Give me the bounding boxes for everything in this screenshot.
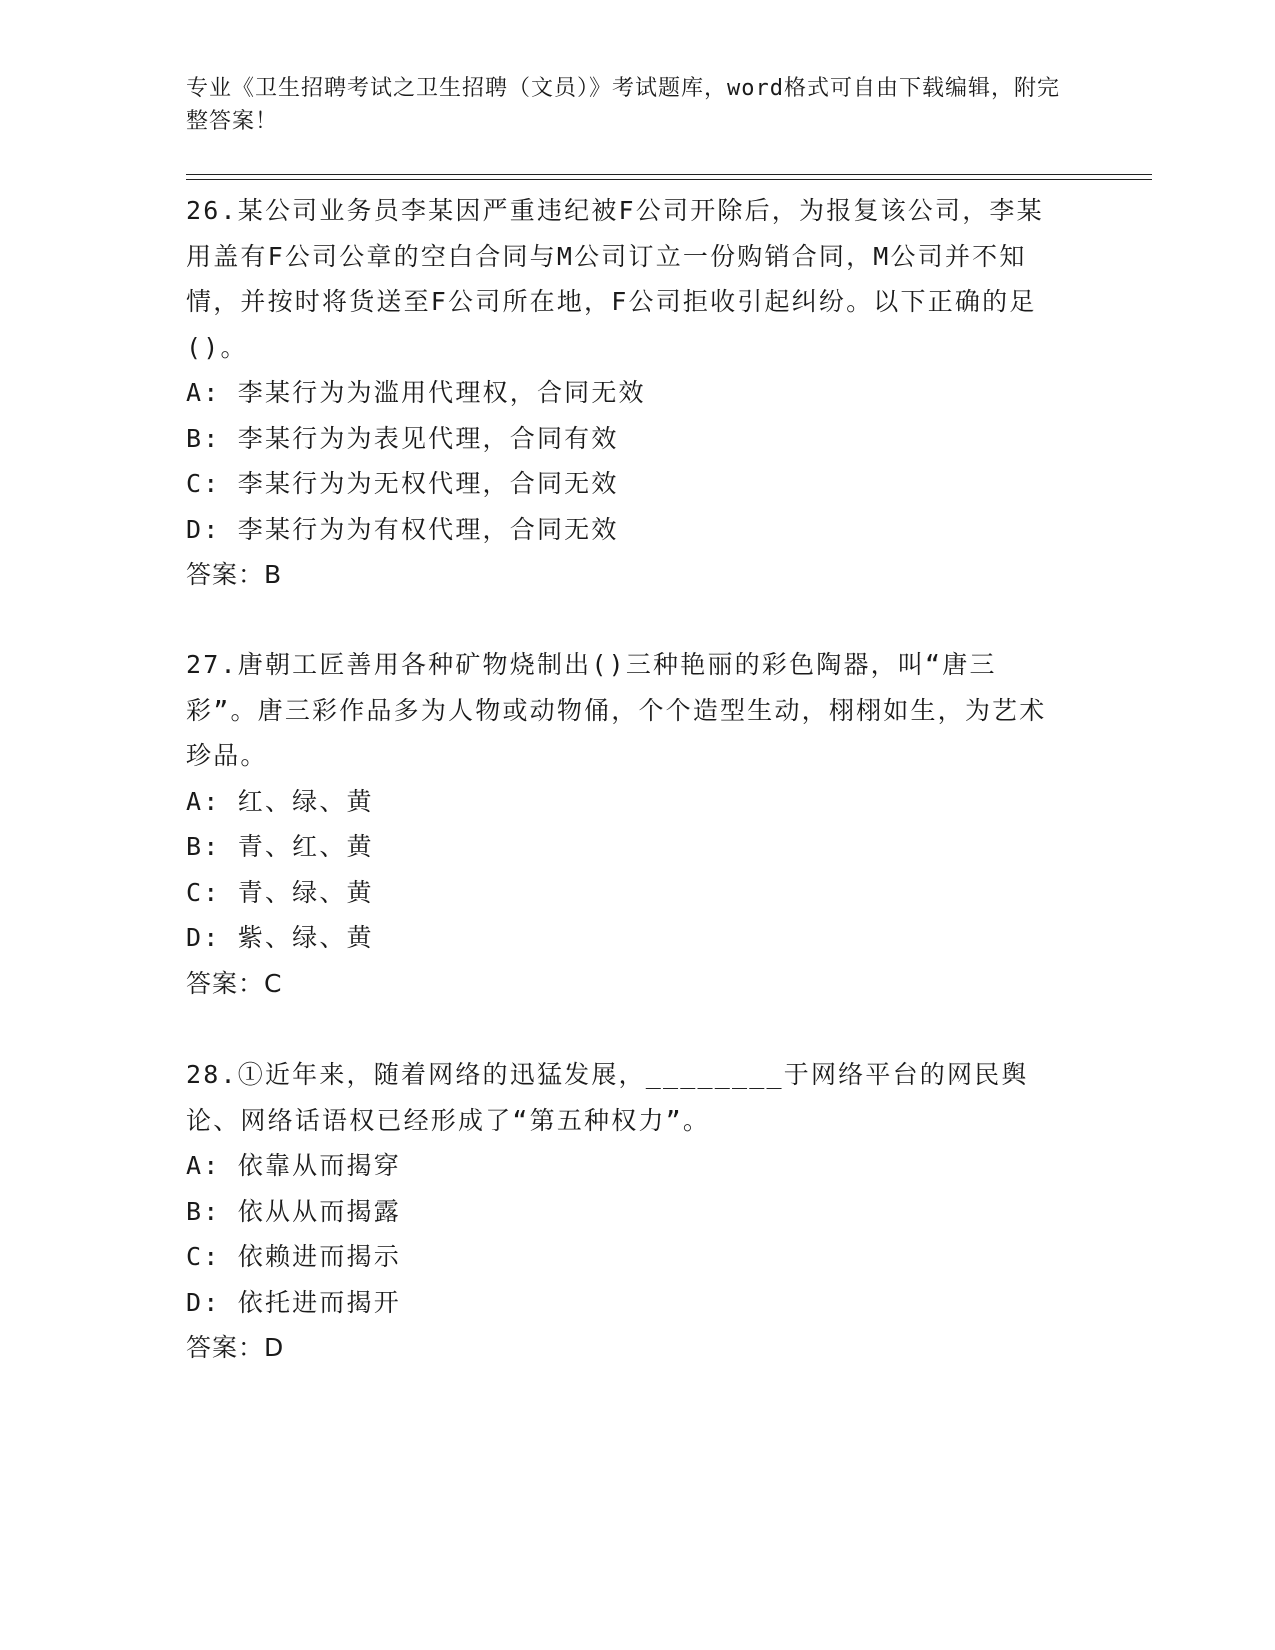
- option-a: A: 红、绿、黄: [186, 786, 374, 816]
- question-26: [186, 188, 1066, 598]
- answer: 答案：B: [186, 560, 283, 589]
- option-c: C: 李某行为为无权代理，合同无效: [186, 469, 619, 498]
- answer: 答案：C: [186, 968, 283, 998]
- header-divider-top: [186, 174, 1152, 175]
- question-stem: 26.某公司业务员李某因严重违纪被F公司开除后，为报复该公司，李某用盖有F公司公章的空白合同与M公司订立一份购销合同，M公司并不知情，并按时将货送至F公司所在地，F公司拒收引起纠纷。以下正确的足()。: [186, 196, 1044, 362]
- question-stem: 27.唐朝工匠善用各种矿物烧制出()三种艳丽的彩色陶器，叫“唐三彩”。唐三彩作品多为人物或动物俑，个个造型生动，栩栩如生，为艺术珍品。: [186, 650, 1047, 770]
- option-a: A: 依靠从而揭穿: [186, 1151, 401, 1180]
- header-divider-bottom: [186, 179, 1152, 180]
- option-a: A: 李某行为为滥用代理权，合同无效: [186, 378, 646, 407]
- question-27: [186, 642, 1066, 1006]
- option-d: D: 紫、绿、黄: [186, 923, 374, 952]
- option-c: C: 青、绿、黄: [186, 877, 374, 907]
- question-28: [186, 1052, 1066, 1371]
- option-b: B: 青、红、黄: [186, 832, 374, 861]
- question-stem: 28.①近年来，随着网络的迅猛发展，________于网络平台的网民舆论、网络话语权已经形成了“第五种权力”。: [186, 1060, 1029, 1135]
- document-header: 专业《卫生招聘考试之卫生招聘（文员）》考试题库，word格式可自由下载编辑，附完整答案！: [186, 76, 1060, 134]
- option-d: D: 李某行为为有权代理，合同无效: [186, 514, 619, 544]
- answer: 答案：D: [186, 1333, 285, 1362]
- option-b: B: 李某行为为表见代理，合同有效: [186, 423, 619, 453]
- option-d: D: 依托进而揭开: [186, 1287, 401, 1317]
- option-b: B: 依从从而揭露: [186, 1196, 401, 1226]
- option-c: C: 依赖进而揭示: [186, 1242, 401, 1271]
